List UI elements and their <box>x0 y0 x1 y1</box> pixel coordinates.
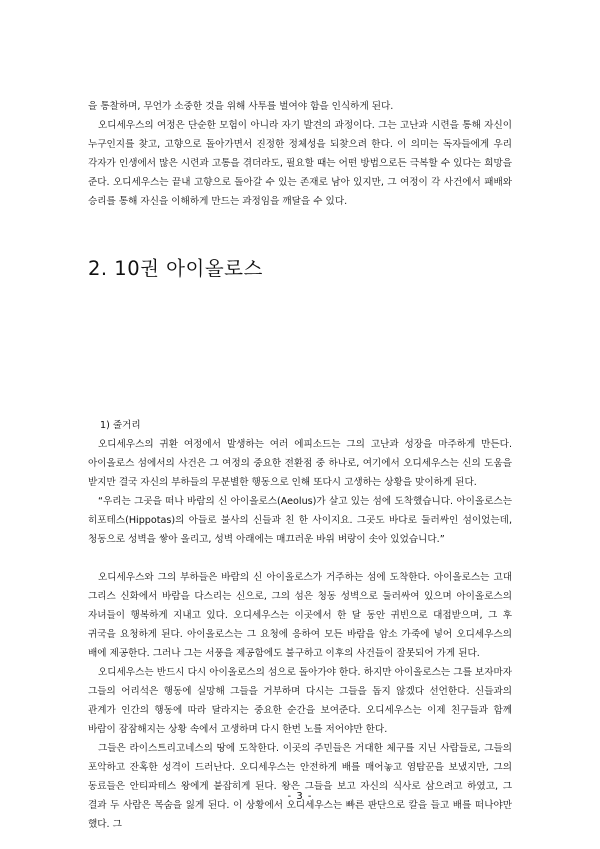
subheading-summary: 1) 줄거리 <box>100 420 141 431</box>
section-heading: 2. 10권 아이올로스 <box>88 257 263 280</box>
paragraph-quote: “우리는 그곳을 떠나 바람의 신 아이올로스(Aeolus)가 살고 있는 섬에 도착했습니다. 아이올로스는 히포테스(Hippotas)의 아들로 불사의 신들과 친 한 사이지요. 그곳도 바다로 둘러싸인 섬이었는데, 청동으로 성벽을 쌓아 올리고, 성벽 아래에는 매끄러운 바위 벼랑이 솟아 있었습니다.” <box>88 496 512 546</box>
paragraph-aeolus-island: 오디세우스와 그의 부하들은 바람의 신 아이올로스가 거주하는 섬에 도착한다. 아이올로스는 고대 그리스 신화에서 바람을 다스리는 신으로, 그의 섬은 청동 성벽으로 둘러싸여 있으며 아이올로스의 자녀들이 행복하게 지내고 있다. 오디세우스는 이곳에서 한 달 동안 귀빈으로 대접받으며, 그 후 귀국을 요청하게 된다. 아이올로스는 그 요청에 응하여 모든 바람을 암소 가죽에 넣어 오디세우스의 배에 제공한다. 그러나 그는 서풍을 제공함에도 불구하고 이후의 사건들이 잘못되어 가게 된다. <box>88 572 512 660</box>
paragraph-return: 오디세우스는 반드시 다시 아이올로스의 섬으로 돌아가야 한다. 하지만 아이올로스는 그를 보자마자 그들의 어리석은 행동에 실망해 그들을 거부하며 다시는 그들을 돕지 않겠다 선언한다. 신들과의 관계가 인간의 행동에 따라 달라지는 중요한 순간을 보여준다. 오디세우스는 이제 친구들과 함께 바람이 잠잠해지는 상황 속에서 고생하며 다시 한번 노를 저어야만 한다. <box>88 667 512 736</box>
paragraph-continued: 을 통찰하며, 무언가 소중한 것을 위해 사투를 벌여야 함을 인식하게 된다. <box>88 101 394 112</box>
paragraph-laestrygonians: 그들은 라이스트리고네스의 땅에 도착한다. 이곳의 주민들은 거대한 체구를 지닌 사람들로, 그들의 포악하고 잔혹한 성격이 드러난다. 오디세우스는 안전하게 배를 매어놓고 염탐꾼을 보냈지만, 그의 동료들은 안티파테스 왕에게 붙잡히게 된다. 왕은 그들을 보고 자신의 식사로 삼으려고 하였고, 그 결과 두 사람은 목숨을 잃게 된다. 이 상황에서 오디세우스는 빠른 판단으로 칼을 들고 배를 떠나야만 했다. 그 <box>88 743 512 831</box>
paragraph-odyssey-journey: 오디세우스의 여정은 단순한 모험이 아니라 자기 발견의 과정이다. 그는 고난과 시련을 통해 자신이 누구인지를 찾고, 고향으로 돌아가면서 진정한 정체성을 되찾으려 한다. 이 의미는 독자들에게 우리 각자가 인생에서 많은 시련과 고통을 겪더라도, 필요할 때는 어떤 방법으로든 극복할 수 있다는 희망을 준다. 오디세우스는 끝내 고향으로 돌아갈 수 있는 존재로 남아 있지만, 그 여정이 각 사건에서 패배와 승리를 통해 자신을 이해하게 만드는 과정임을 깨달을 수 있다. <box>88 120 512 208</box>
paragraph-intro: 오디세우스의 귀환 여정에서 발생하는 여러 에피소드는 그의 고난과 성장을 마주하게 만든다. 아이올로스 섬에서의 사건은 그 여정의 중요한 전환점 중 하나로, 여기에서 오디세우스는 신의 도움을 받지만 결국 자신의 부하들의 무분별한 행동으로 인해 또다시 고생하는 상황을 맞이하게 된다. <box>88 439 512 489</box>
page-number: - 3 - <box>287 791 313 802</box>
